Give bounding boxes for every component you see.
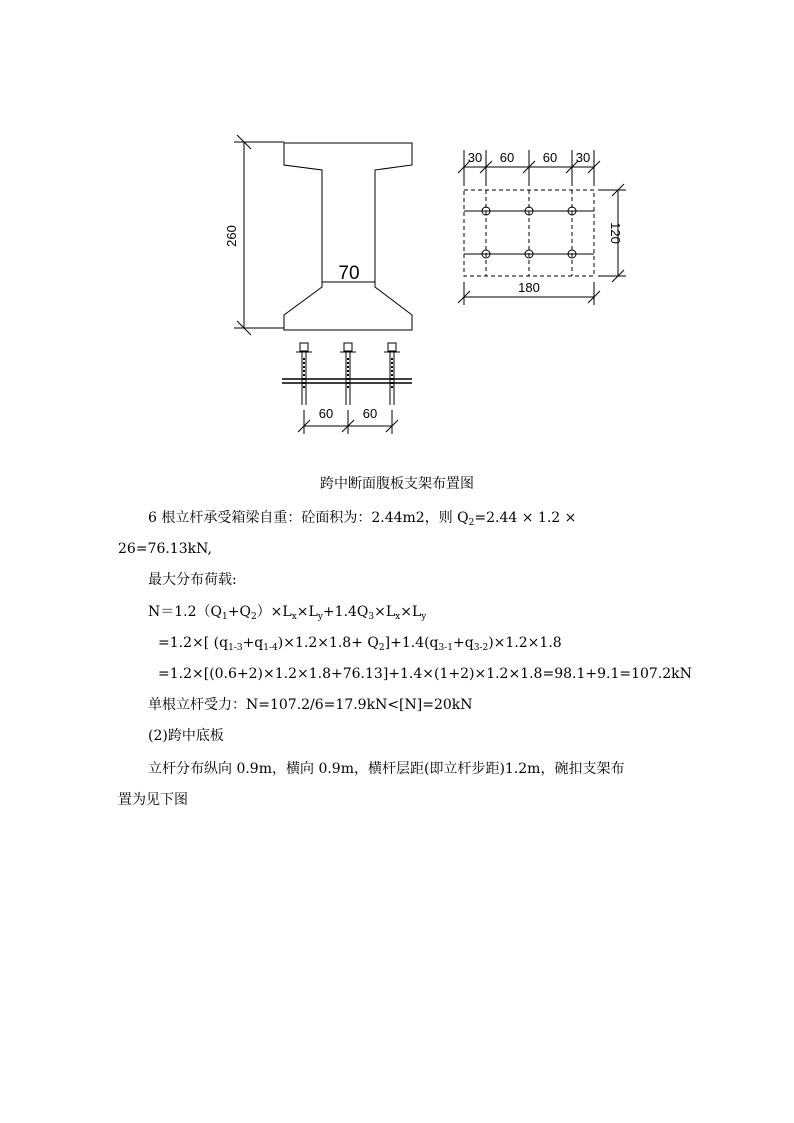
plan-dim-label: 30 <box>575 150 591 165</box>
paragraph-line: 6 根立杆承受箱梁自重：砼面积为：2.44m2，则 $Q_2=2.44 \times 1.2$ × <box>148 510 577 528</box>
plan-bottom-label: 180 <box>518 280 540 295</box>
pole-spacing-right-label: 60 <box>362 406 378 421</box>
paragraph-line: 最大分布荷载: <box>148 572 237 588</box>
beam-web-label: 70 <box>338 263 360 284</box>
support-layout-drawing <box>0 0 794 470</box>
formula-line: =1.2×[(0.6+2)×1.2×1.8+76.13]+1.4×(1+2)×1.2×1.8=98.1+9.1=107.2kN <box>158 666 692 682</box>
beam-section-outline <box>284 143 412 330</box>
figure-caption: 跨中断面腹板支架布置图 <box>320 476 474 492</box>
paragraph-line: 单根立杆受力：N=107.2/6=17.9kN<[N]=20kN <box>148 697 473 713</box>
formula-line: $N=1.2(Q_1+Q_2)\times L_x\times L_y+1.4Q_3\times L_x\times L_y$ <box>148 604 427 622</box>
paragraph-line: 26=76.13kN, <box>118 541 212 557</box>
beam-height-label: 260 <box>224 225 239 247</box>
plan-dim-label: 60 <box>499 150 515 165</box>
paragraph-line: 立杆分布纵向 0.9m，横向 0.9m，横杆层距(即立杆步距)1.2m，碗扣支架布 <box>148 761 625 777</box>
plan-dim-label: 60 <box>542 150 558 165</box>
pole-spacing-left-label: 60 <box>318 406 334 421</box>
formula-line: =1.2×[ $(q_{1-3}+q_{1-4})\times 1.2\times 1.8+ Q_2]+1.4(q_{3-1}+q_{3-2})\times 1.2\times 1.8$ <box>158 635 562 653</box>
section-heading: (2)跨中底板 <box>148 728 224 744</box>
paragraph-line: 置为见下图 <box>118 792 188 808</box>
plan-dim-label: 30 <box>467 150 483 165</box>
plan-side-label: 120 <box>608 222 623 244</box>
